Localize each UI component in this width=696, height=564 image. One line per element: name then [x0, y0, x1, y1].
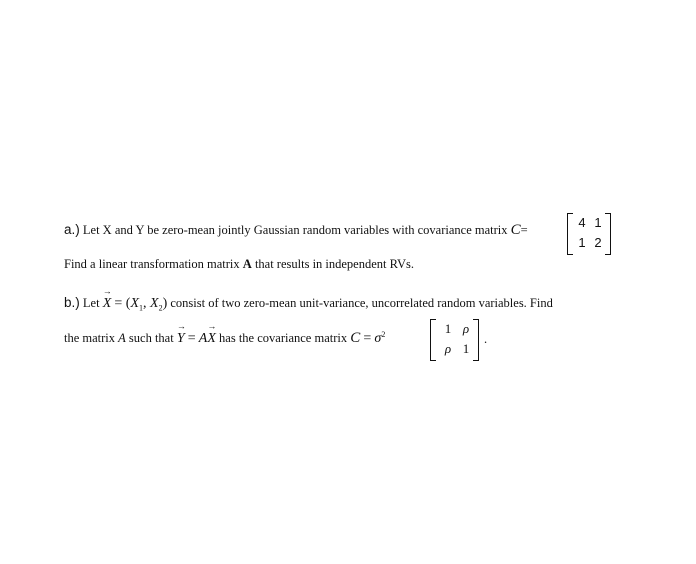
- eq-sign-b: =: [187, 331, 196, 347]
- right-bracket: [605, 213, 611, 255]
- has-cov-text: has the covariance matrix: [219, 331, 348, 346]
- left-bracket-b: [430, 319, 436, 361]
- covariance-matrix-b: [430, 319, 479, 361]
- part-b-label: b.): [64, 295, 80, 310]
- a-symbol-2: A: [198, 331, 208, 347]
- matrix-b-cell-12: ρ: [462, 321, 470, 336]
- eq-sign-b2: =: [363, 331, 372, 347]
- sigma-squared: 2: [381, 330, 386, 339]
- matrix-b-cell-22: 1: [462, 341, 470, 356]
- matrix-b-cell-21: ρ: [444, 341, 452, 356]
- final-period: .: [484, 332, 488, 346]
- part-b-line2: [64, 330, 385, 347]
- matrix-a-bold: A: [242, 257, 252, 271]
- left-bracket: [567, 213, 573, 255]
- x1-subscript: 1: [139, 303, 143, 313]
- part-a-text: Let X and Y be zero-mean jointly Gaussian random variables with covariance matrix: [82, 223, 508, 237]
- matrix-a-cell-11: 4: [578, 215, 586, 230]
- right-bracket-b: [473, 319, 479, 361]
- a-symbol: A: [118, 331, 126, 346]
- sigma-symbol: σ: [374, 331, 382, 347]
- part-a-line2: [64, 257, 414, 272]
- x1-symbol: X: [130, 296, 139, 311]
- part-a-label: a.): [64, 222, 80, 237]
- such-that-text: such that: [128, 331, 174, 346]
- find-suffix: that results in independent RVs.: [254, 257, 414, 271]
- part-b-text1: consist of two zero-mean unit-variance, uncorrelated random variables. Find: [170, 296, 553, 310]
- matrix-a-cell-22: 2: [594, 235, 602, 250]
- covariance-matrix-a: [567, 213, 611, 255]
- x2-symbol: X: [150, 296, 159, 311]
- matrix-a-cell-12: 1: [594, 215, 602, 230]
- vector-y: → Y: [177, 331, 185, 347]
- eq-close: ): [162, 296, 168, 311]
- cov-symbol: C: [510, 222, 521, 238]
- let-word: Let: [82, 296, 100, 310]
- find-prefix: Find a linear transformation matrix: [64, 257, 240, 271]
- matrix-b-cell-11: 1: [444, 321, 452, 336]
- matrix-a-cell-21: 1: [578, 235, 586, 250]
- part-b-line1: [64, 295, 553, 313]
- comma: ,: [143, 296, 150, 311]
- vector-x: → X: [103, 296, 112, 312]
- vector-x-2: → X: [207, 331, 216, 347]
- eq-open: = (: [114, 296, 131, 311]
- part-a-line1: [64, 222, 528, 239]
- equals-sign: =: [520, 223, 528, 237]
- the-matrix-text: the matrix: [64, 331, 116, 346]
- x2-subscript: 2: [158, 303, 163, 313]
- cov-symbol-b: C: [350, 330, 361, 347]
